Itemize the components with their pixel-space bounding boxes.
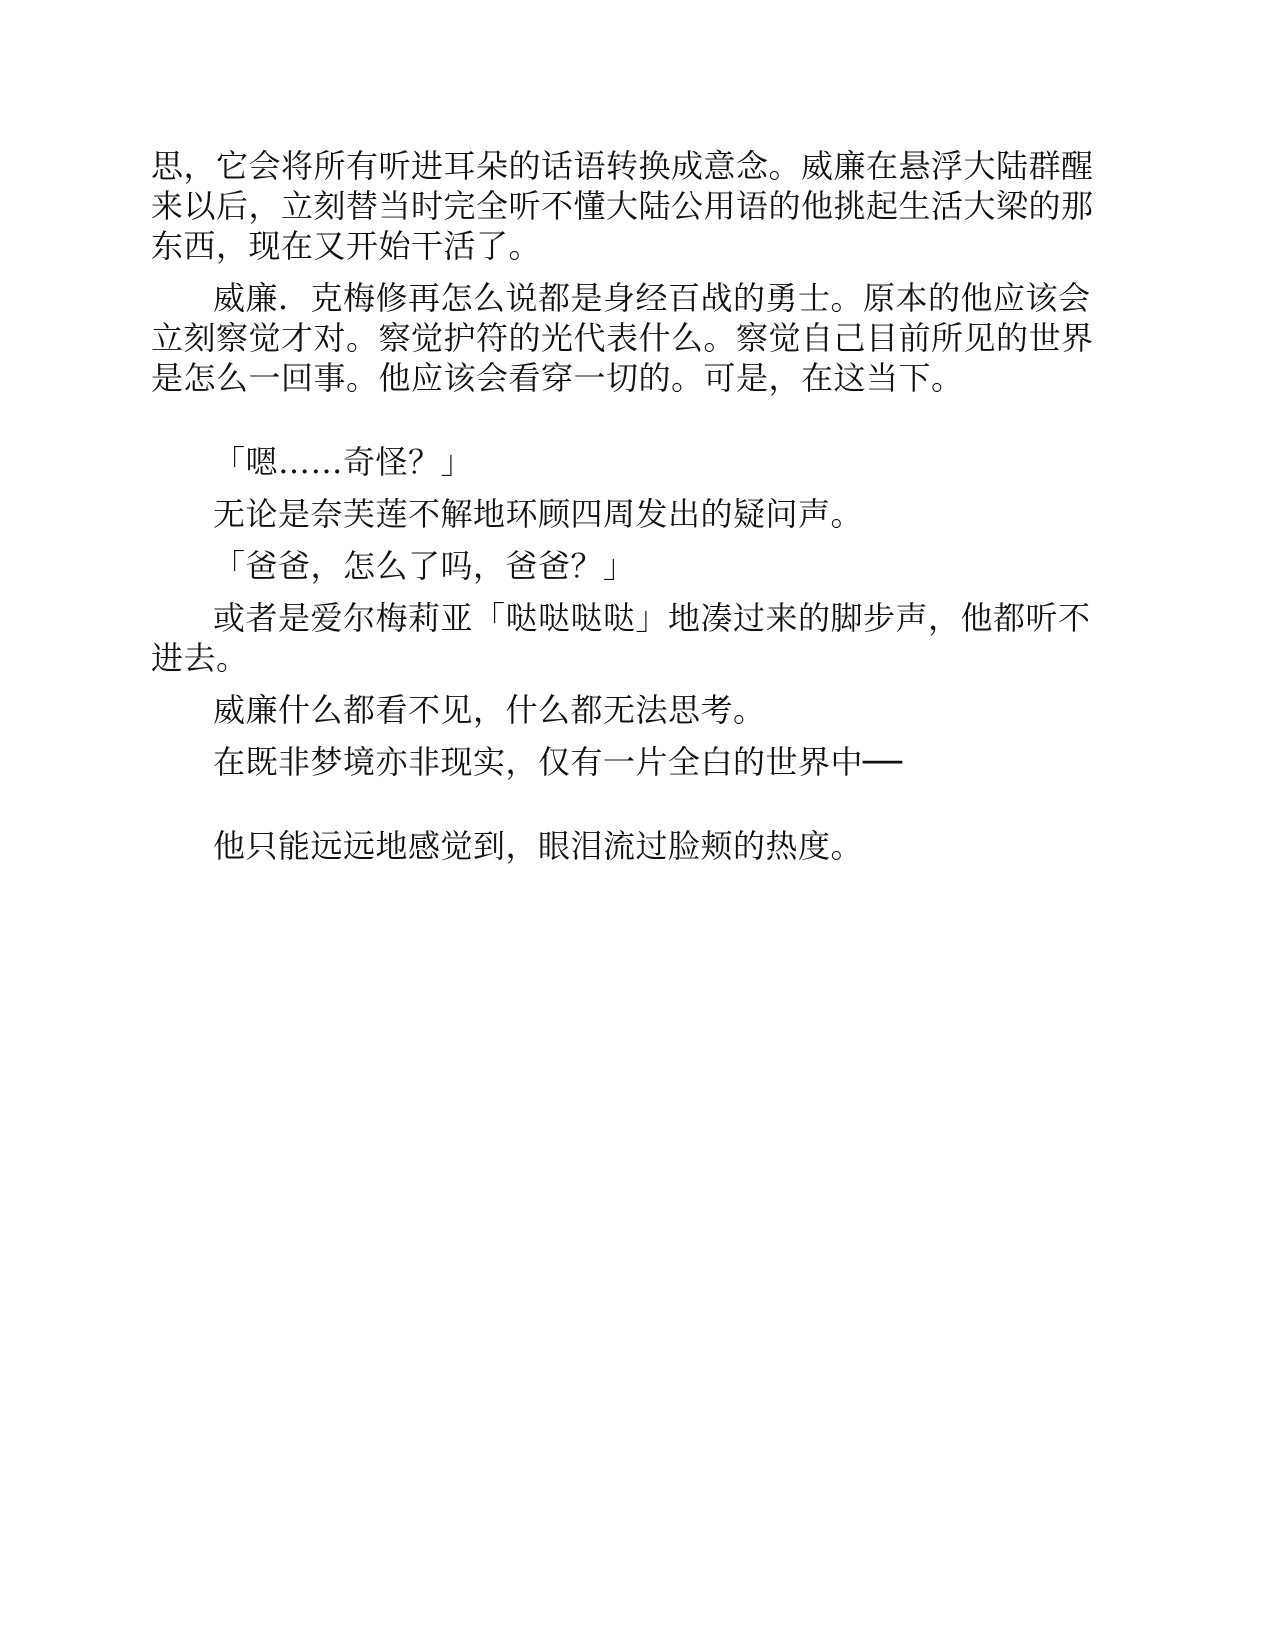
dialogue-strange: 「嗯……奇怪？」 [213,443,474,481]
paragraph-tears: 他只能远远地感觉到，眼泪流过脸颊的热度。 [213,827,864,865]
paragraph-cannot-see: 威廉什么都看不见，什么都无法思考。 [213,691,766,729]
paragraph-continuation: 思，它会将所有听进耳朵的话语转换成意念。威廉在悬浮大陆群醒来以后，立刻替当时完全听不懂大陆公用语的他挑起生活大梁的那东西，现在又开始干活了。 [151,147,1094,265]
paragraph-william-warrior: 威廉．克梅修再怎么说都是身经百战的勇士。原本的他应该会立刻察觉才对。察觉护符的光代表什么。察觉自己目前所见的世界是怎么一回事。他应该会看穿一切的。可是，在这当下。 [151,279,1094,397]
paragraph-almaria-footsteps: 或者是爱尔梅莉亚「哒哒哒哒」地凑过来的脚步声，他都听不进去。 [151,599,1091,677]
dialogue-papa: 「爸爸，怎么了吗，爸爸？」 [213,547,636,585]
paragraph-nephren-question: 无论是奈芙莲不解地环顾四周发出的疑问声。 [213,495,864,533]
text-body [151,146,1121,878]
paragraph-white-world: 在既非梦境亦非现实，仅有一片全白的世界中── [213,743,903,781]
